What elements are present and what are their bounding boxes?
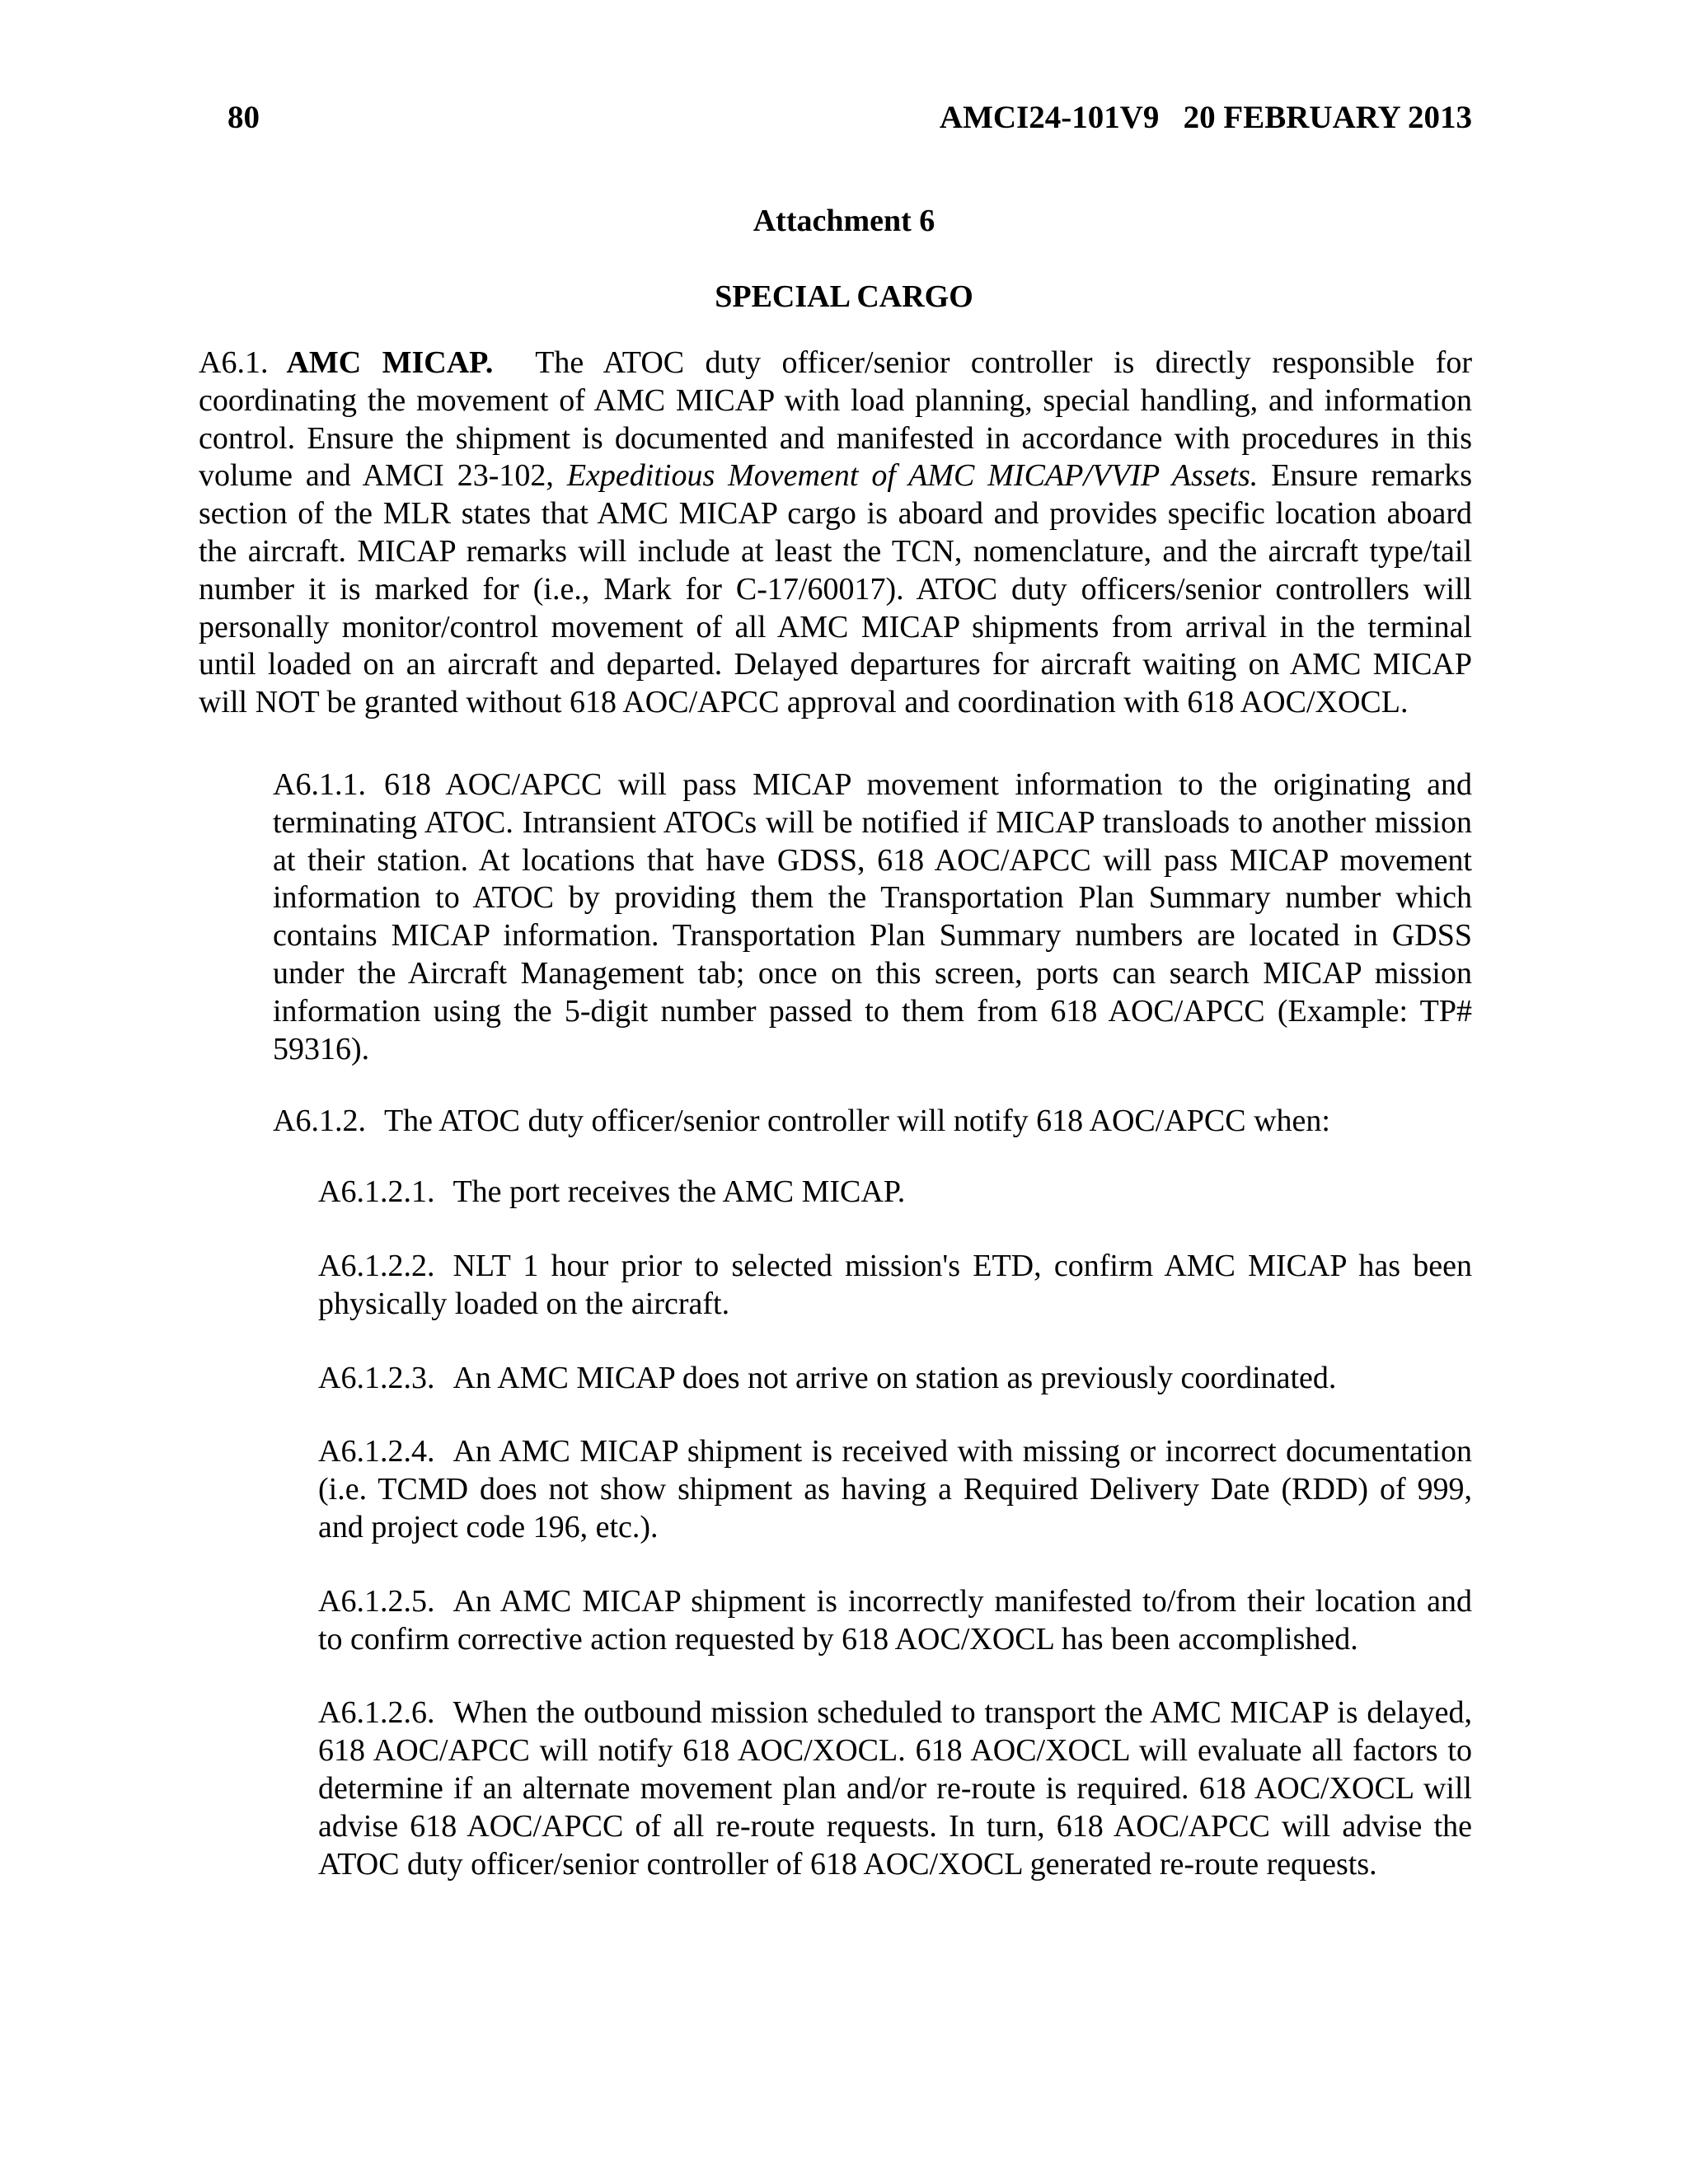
paragraph-number: A6.1. (199, 345, 269, 380)
paragraph-a6-1-2 (273, 1103, 1472, 1141)
attachment-title: Attachment 6 (753, 204, 935, 238)
paragraph-a6-1-2-4 (318, 1433, 1472, 1546)
paragraph-number: A6.1.2.6. (318, 1695, 435, 1731)
document-id: AMCI24-101V9 20 FEBRUARY 2013 (939, 100, 1472, 135)
paragraph-number: A6.1.2.3. (318, 1360, 435, 1395)
paragraph-text-continued: Ensure remarks section of the MLR states that AMC MICAP cargo is aboard and provides specific location aboard the aircraft. MICAP remarks will include at least the TCN, nomenclature, and the aircraft type/tail number it is marked for (i.e., Mark for C-17/60017). ATOC duty officers/senior controllers will personally monitor/control movement of all AMC MICAP shipments from arrival in the terminal until loaded on an aircraft and departed. Delayed departures for aircraft waiting on AMC MICAP will NOT be granted without 618 AOC/APCC approval and coordination with 618 AOC/XOCL. (199, 458, 1472, 720)
paragraph-a6-1 (199, 344, 1472, 722)
page-header (227, 97, 1472, 138)
paragraph-number: A6.1.2.5. (318, 1583, 435, 1619)
paragraph-number: A6.1.2.4. (318, 1434, 435, 1469)
paragraph-number: A6.1.2. (273, 1104, 366, 1139)
paragraph-text: An AMC MICAP shipment is incorrectly manifested to/from their location and to confirm corrective action requested by 618 AOC/XOCL has been accomplished. (318, 1583, 1472, 1657)
paragraph-text: The ATOC duty officer/senior controller is directly responsible for coordinating the movement of AMC MICAP with load planning, special handling, and information control. Ensure the shipment is documented and manifested in accordance with procedures in this volume and AMCI 23-102, (199, 345, 1472, 494)
paragraph-number: A6.1.2.2. (318, 1248, 435, 1283)
reference-title: Expeditious Movement of AMC MICAP/VVIP Assets. (566, 458, 1259, 494)
document-body (199, 344, 1472, 1883)
paragraph-heading: AMC MICAP. (286, 345, 494, 380)
paragraph-a6-1-2-6 (318, 1694, 1472, 1883)
paragraph-text: The port receives the AMC MICAP. (452, 1174, 906, 1210)
paragraph-text: 618 AOC/APCC will pass MICAP movement information to the originating and terminating ATOC. Intransient ATOCs will be notified if MICAP transloads to another mission at their station. At locations that have GDSS, 618 AOC/APCC will pass MICAP movement information to ATOC by providing them the Transportation Plan Summary number which contains MICAP information. Transportation Plan Summary numbers are located in GDSS under the Aircraft Management tab; once on this screen, ports can search MICAP mission information using the 5-digit number passed to them from 618 AOC/APCC (Example: TP# 59316). (273, 766, 1472, 1066)
section-title: SPECIAL CARGO (715, 279, 973, 314)
paragraph-text: An AMC MICAP shipment is received with missing or incorrect documentation (i.e. TCMD does not show shipment as having a Required Delivery Date (RDD) of 999, and project code 196, etc.). (318, 1434, 1472, 1544)
paragraph-a6-1-1 (273, 766, 1472, 1068)
paragraph-text: NLT 1 hour prior to selected mission's ETD, confirm AMC MICAP has been physically loaded on the aircraft. (318, 1248, 1472, 1321)
paragraph-text: The ATOC duty officer/senior controller will notify 618 AOC/APCC when: (383, 1104, 1330, 1139)
paragraph-number: A6.1.2.1. (318, 1174, 435, 1210)
paragraph-a6-1-2-2 (318, 1248, 1472, 1324)
page-number: 80 (227, 100, 260, 135)
paragraph-number: A6.1.1. (273, 766, 366, 802)
paragraph-text: An AMC MICAP does not arrive on station as previously coordinated. (452, 1360, 1337, 1395)
paragraph-a6-1-2-1 (318, 1174, 1472, 1212)
paragraph-text: When the outbound mission scheduled to transport the AMC MICAP is delayed, 618 AOC/APCC will notify 618 AOC/XOCL. 618 AOC/XOCL will evaluate all factors to determine if an alternate movement plan and/or re-route is required. 618 AOC/XOCL will advise 618 AOC/APCC of all re-route requests. In turn, 618 AOC/APCC will advise the ATOC duty officer/senior controller of 618 AOC/XOCL generated re-route requests. (318, 1695, 1472, 1882)
paragraph-a6-1-2-3 (318, 1360, 1472, 1398)
paragraph-a6-1-2-5 (318, 1583, 1472, 1659)
